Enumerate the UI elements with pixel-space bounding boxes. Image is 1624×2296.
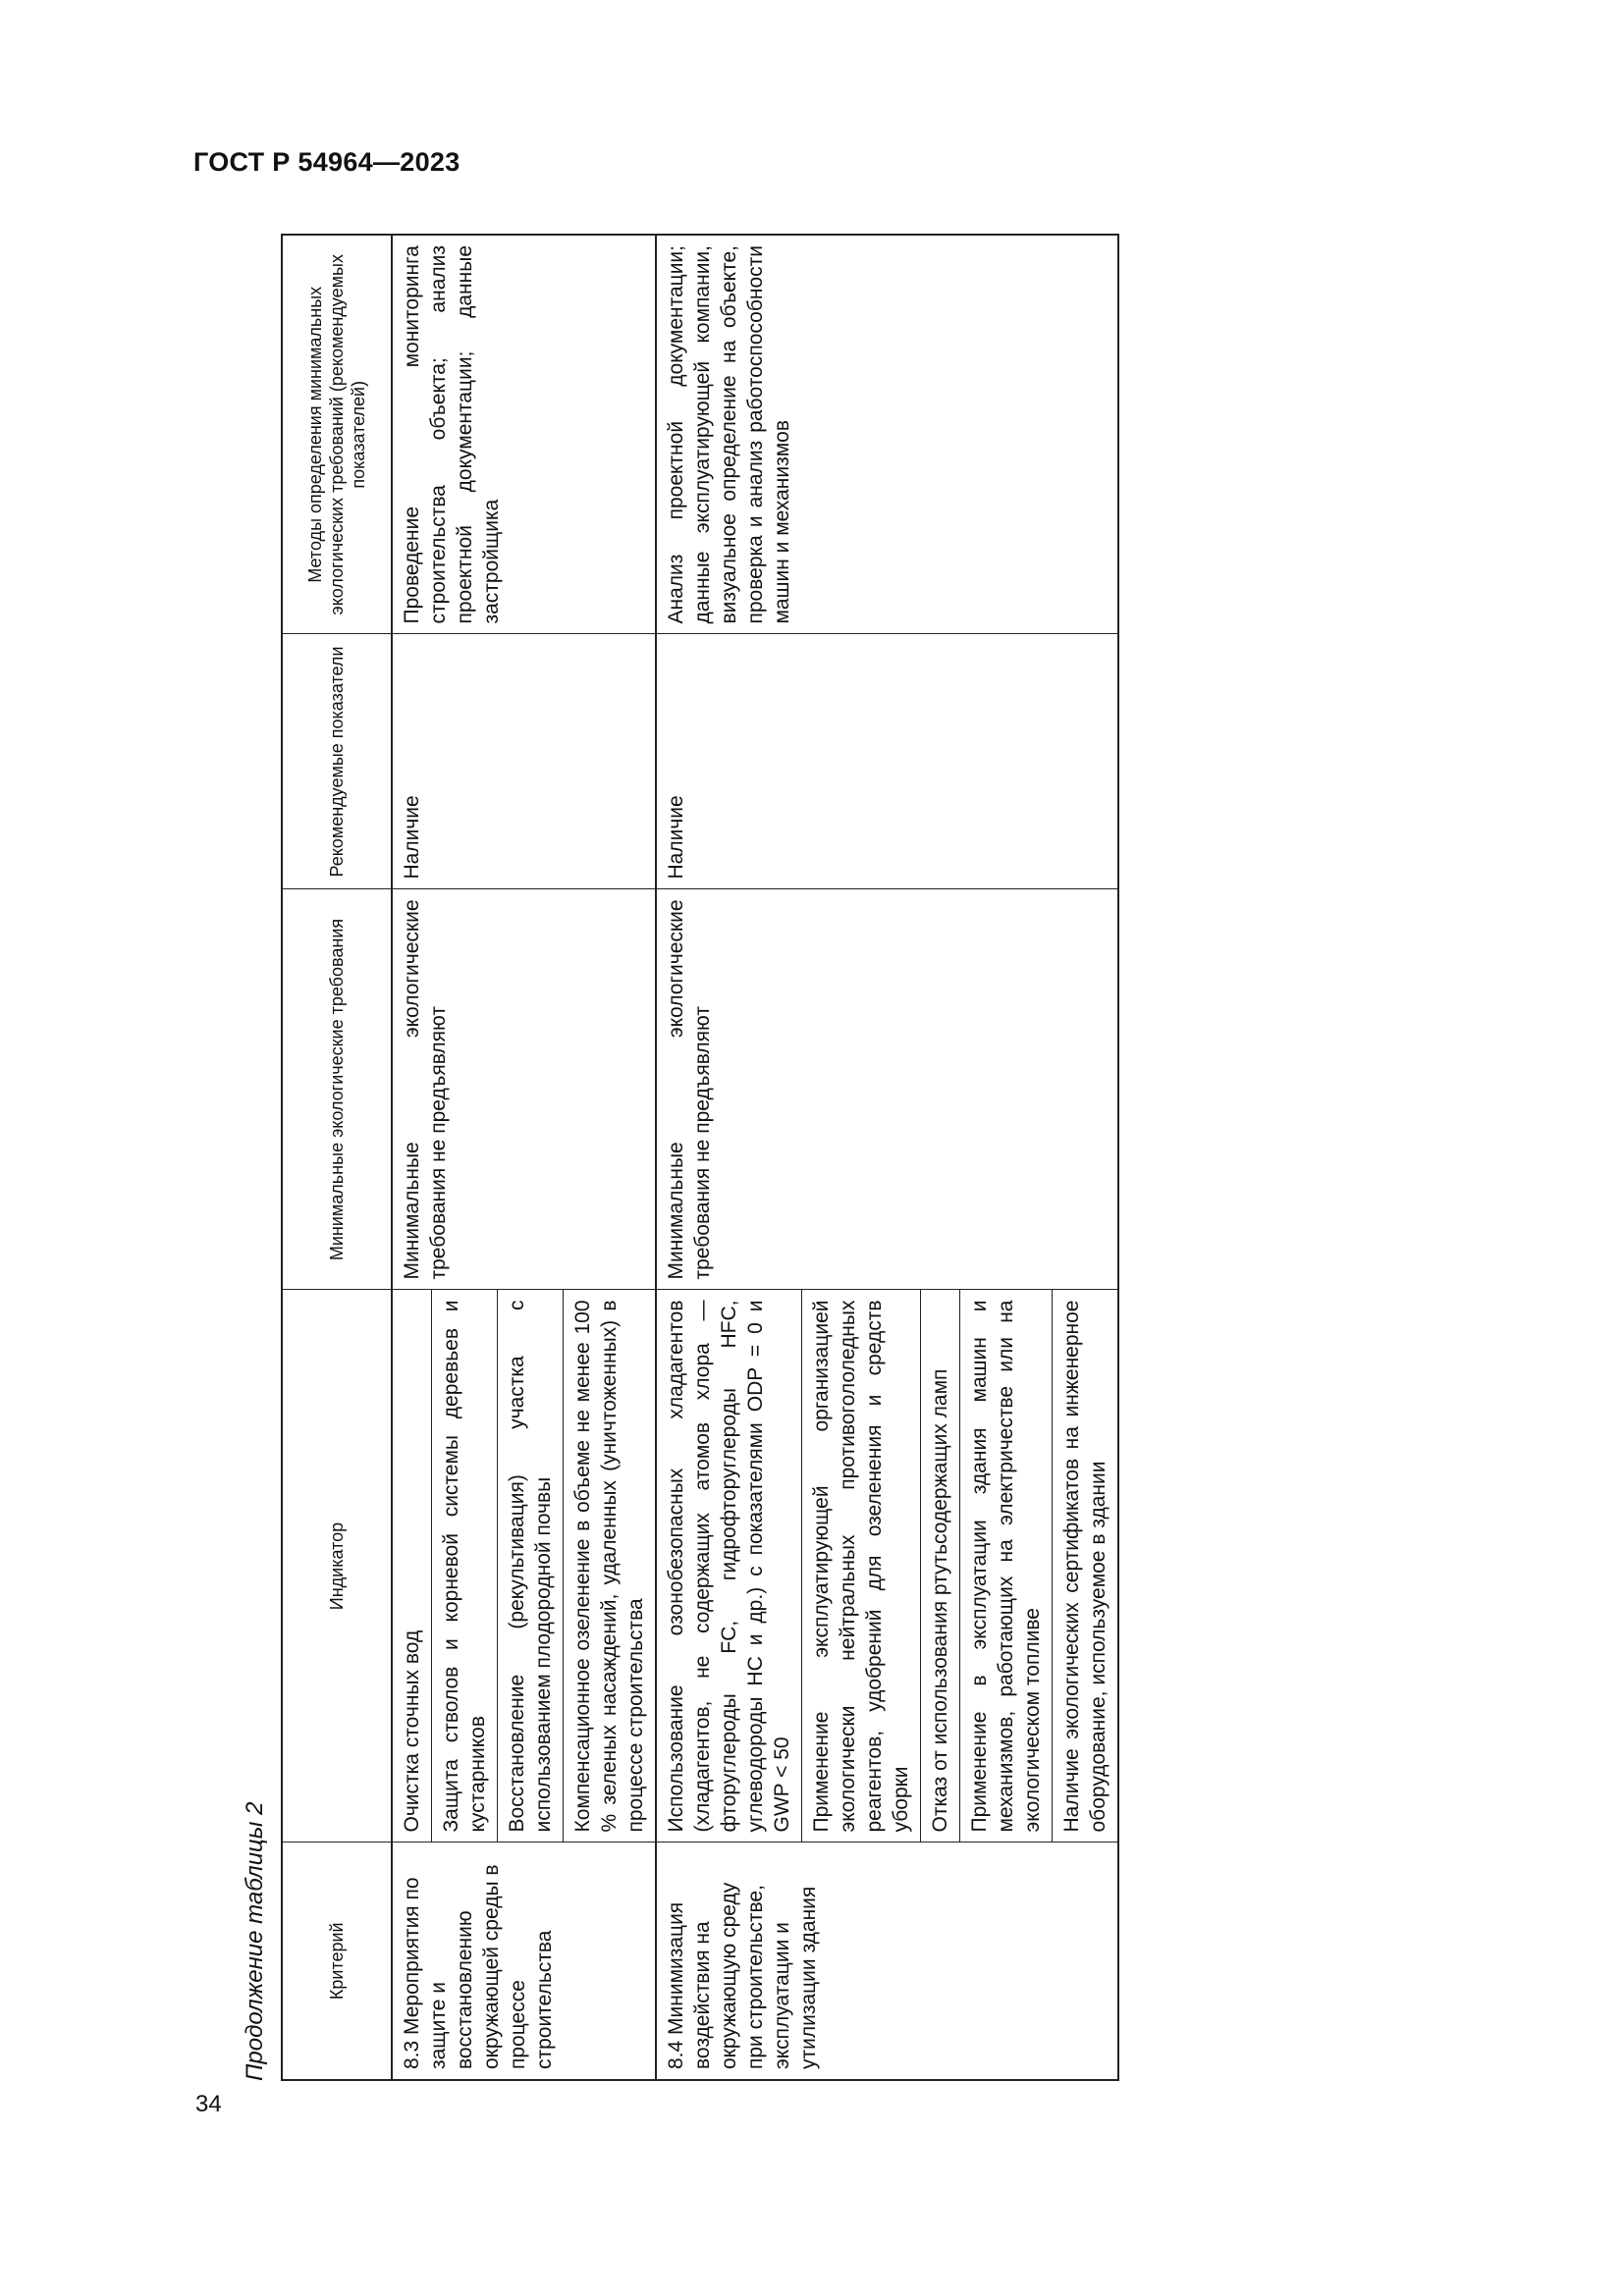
table-caption: Продолжение таблицы 2 [242, 1801, 268, 2081]
recommended-cell: Наличие [656, 634, 1118, 889]
methods-cell: Анализ проектной документации; данные эксплуатирующей компании, визуальное определение на объекте, проверка и анализ работоспособности машин и механизмов [656, 235, 1118, 634]
min-requirements-cell: Минимальные экологические требования не предъявляют [392, 889, 656, 1290]
column-header-recommended: Рекомендуемые показатели [282, 634, 392, 889]
column-header-criterion: Критерий [282, 1842, 392, 2080]
table-row [656, 235, 802, 2080]
column-header-min-requirements: Минимальные экологические требования [282, 889, 392, 1290]
indicator-cell: Применение в эксплуатации здания машин и механизмов, работающих на электричестве или на экологическом топливе [960, 1290, 1053, 1842]
indicator-cell: Компенсационное озеленение в объеме не менее 100 % зеленых насаждений, удаленных (уничтоженных) в процессе строительства [564, 1290, 657, 1842]
column-header-methods: Методы определения минимальных экологических требований (рекомендуемых показателей) [282, 235, 392, 634]
page-number: 34 [195, 2091, 222, 2117]
table-header-row [282, 235, 392, 2080]
criterion-cell: 8.4 Минимизация воздействия на окружающую среду при строительстве, эксплуатации и утилизации здания [656, 1842, 1118, 2080]
indicator-cell: Применение эксплуатирующей организацией экологически нейтральных противогололедных реагентов, удобрений для озеленения и средств уборки [802, 1290, 921, 1842]
indicator-cell: Защита стволов и корневой системы деревьев и кустарников [432, 1290, 498, 1842]
column-header-indicator: Индикатор [282, 1290, 392, 1842]
criterion-cell: 8.3 Мероприятия по защите и восстановлению окружающей среды в процессе строительства [392, 1842, 656, 2080]
indicator-cell: Восстановление (рекультивация) участка с использованием плодородной почвы [498, 1290, 564, 1842]
recommended-cell: Наличие [392, 634, 656, 889]
document-code: ГОСТ Р 54964—2023 [193, 147, 460, 177]
indicator-cell: Очистка сточных вод [392, 1290, 432, 1842]
table-row [392, 235, 432, 2080]
indicator-cell: Наличие экологических сертификатов на инженерное оборудование, используемое в здании [1053, 1290, 1119, 1842]
requirements-table [281, 234, 1119, 2081]
indicator-cell: Отказ от использования ртутьсодержащих ламп [921, 1290, 960, 1842]
indicator-cell: Использование озонобезопасных хладагентов (хладагентов, не содержащих атомов хлора — фторуглероды FC, гидрофторуглероды HFC, углеводороды HC и др.) с показателями ODP = 0 и GWP < 50 [656, 1290, 802, 1842]
min-requirements-cell: Минимальные экологические требования не предъявляют [656, 889, 1118, 1290]
methods-cell: Проведение мониторинга строительства объекта; анализ проектной документации; данные застройщика [392, 235, 656, 634]
rotated-table-area [236, 236, 1308, 2081]
